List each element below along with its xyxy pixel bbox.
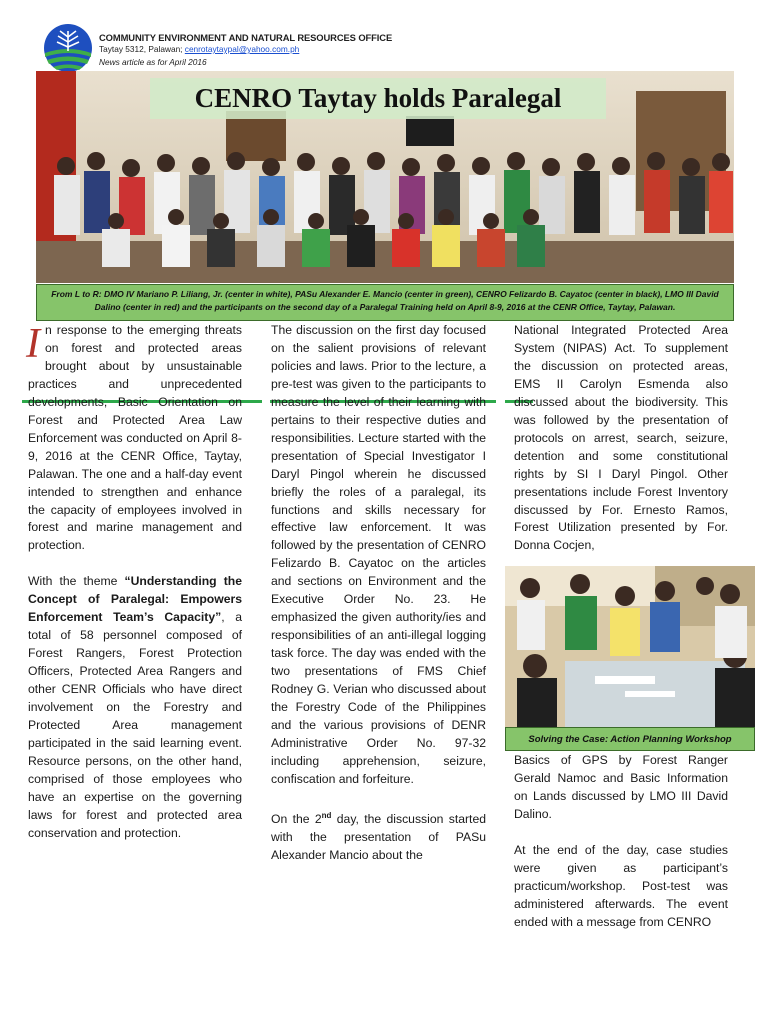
article-column-2 — [271, 322, 486, 883]
drop-cap: I — [26, 321, 40, 367]
workshop-photo-image — [505, 566, 755, 728]
workshop-photo — [505, 566, 755, 728]
article-paragraph — [28, 322, 242, 555]
paragraph-text: With the theme — [28, 574, 125, 589]
article-column-3 — [514, 322, 728, 573]
email-link[interactable]: cenrotaytaypal@yahoo.com.ph — [184, 44, 300, 54]
photo-caption: From L to R: DMO IV Mariano P. Liliang, Jr. (center in white), PASu Alexander E. Mancio (center in green), CENRO Felizardo B. Cayatoc (center in black), LMO III David Dalino (center in red) and the participants on the second day of a Paralegal Training held on April 8-9, 2016 at the CENR Office, Taytay, Palawan. — [36, 284, 734, 321]
article-column-3-continued — [514, 752, 728, 949]
org-name: COMMUNITY ENVIRONMENT AND NATURAL RESOURCES OFFICE — [99, 32, 393, 43]
news-date: News article as for April 2016 — [99, 57, 207, 67]
address-text: Taytay 5312, Palawan; — [99, 44, 183, 54]
article-paragraph: The discussion on the first day focused on the salient provisions of relevant policies and laws. Prior to the lecture, a pre-test was given to the participants to measure the level of their learning with pertains to their respective duties and responsibilities. Lecture started with the presentation of Special Investigator I Daryl Pingol wherein he discussed briefly the roles of a paralegal, its functions and skills necessary for effective law enforcement. It was followed by the presentation of CENRO Felizardo B. Cayatoc on the articles and sections on Environment and the Executive Order No. 23. He emphasized the given authority/ies and responsibilities of an anti-illegal logging task force. The day was ended with the two presentations of FMS Chief Rodney G. Verian who discussed about the Forestry Code of the Philippines and the various provisions of DENR Administrative Order No. 97-32 including apprehension, seizure, confiscation and forfeiture. — [271, 323, 486, 786]
article-paragraph: At the end of the day, case studies were given as participant’s practicum/workshop. Post-test was administered afterwards. The event ended with a message from CENRO — [514, 842, 728, 929]
paragraph-text: n response to the emerging threats on forest and protected areas brought about by unsustainable practices and unprecedented developments, Basic Orientation on Forest and Protected Area Law Enforcement was conducted on April 8-9, 2016 at the CENR Office, Taytay, Palawan. The one and a half-day event intended to strengthen and enhance the capacity of employees involved in forest and marine management and protection. — [28, 323, 242, 553]
denr-logo — [43, 23, 93, 73]
paragraph-text: , a total of 58 personnel composed of Forest Rangers, Forest Protection Officers, Protected Area Rangers and other CENR Officials who have direct involvement on the Forestry and Protected Area management participated in the said learning event. Resource persons, on the other hand, comprised of those employees who have an expertise on the governing laws for forest and protected area conservation and protection. — [28, 610, 242, 840]
office-address — [99, 44, 299, 54]
superscript: nd — [321, 810, 332, 820]
article-paragraph — [271, 807, 486, 865]
paragraph-text: On the 2 — [271, 811, 322, 826]
article-title: CENRO Taytay holds Paralegal — [150, 78, 606, 119]
article-paragraph: National Integrated Protected Area System (NIPAS) Act. To supplement the discussion on protected areas, EMS II Carolyn Esmenda also discussed about the biodiversity. This was followed by the presentation of protocols on arrest, search, seizure, detention and some constitutional rights by SI I Daryl Pingol. Other presentations include Forest Inventory discussed by For. Ernesto Ramos, Forest Utilization presented by For. Donna Cocjen, — [514, 323, 728, 553]
article-column-1 — [28, 322, 242, 861]
paragraph-text: day, the discussion started with the presentation of PASu Alexander Mancio about the — [271, 811, 486, 862]
workshop-caption: Solving the Case: Action Planning Workshop — [505, 727, 755, 751]
article-paragraph — [28, 573, 242, 842]
theme-text: “Understanding the Concept of Paralegal: Empowers Enforcement Team’s Capacity” — [28, 574, 242, 625]
article-paragraph: Basics of GPS by Forest Ranger Gerald Namoc and Basic Information on Lands discussed by LMO III David Dalino. — [514, 753, 728, 821]
